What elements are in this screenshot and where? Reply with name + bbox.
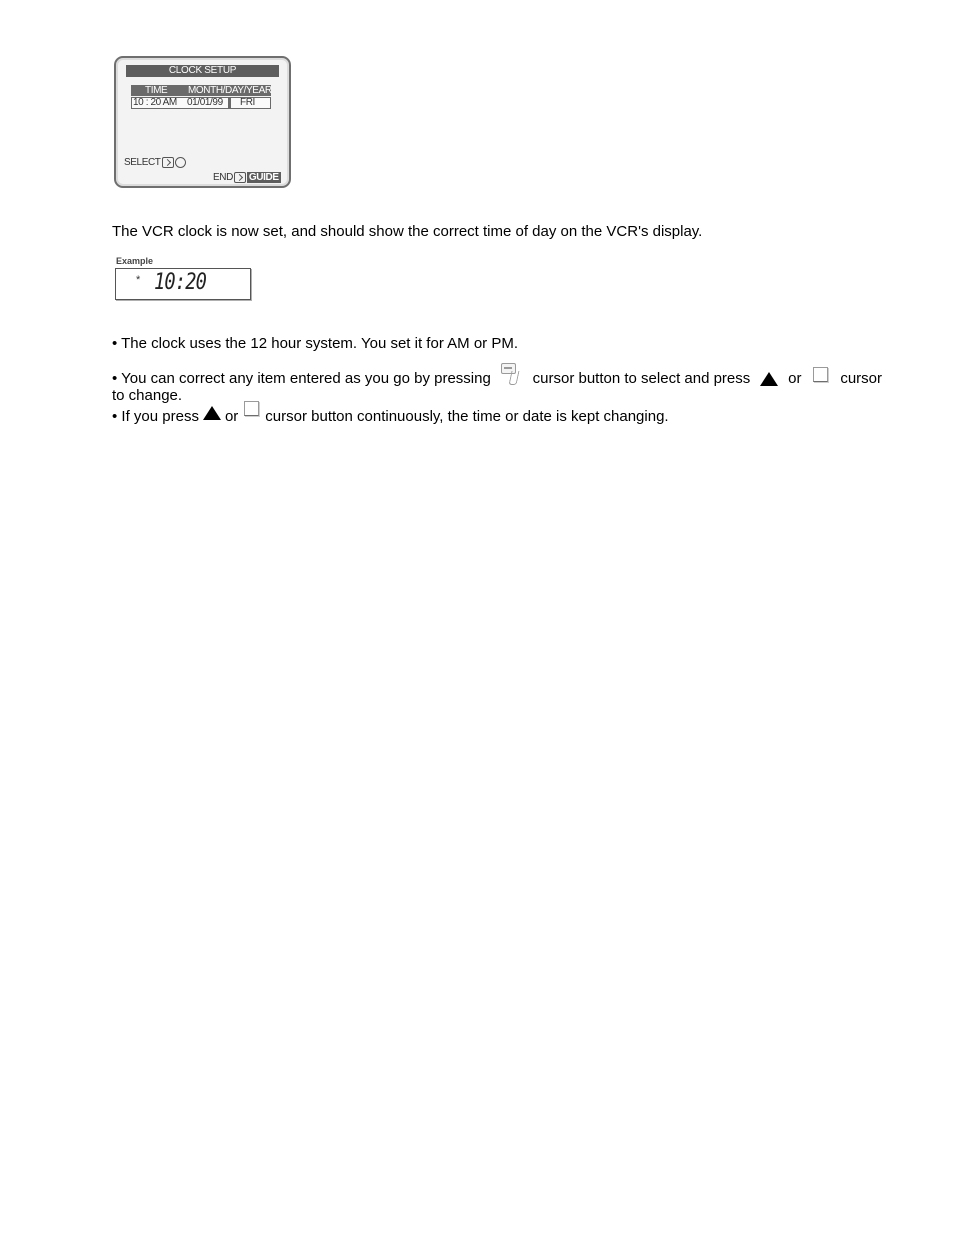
bullet-continuous xyxy=(112,404,669,425)
bullet-correct-item xyxy=(112,362,887,404)
down-cursor-icon xyxy=(244,401,259,416)
osd-title: CLOCK SETUP xyxy=(126,65,279,77)
osd-select-label: SELECT xyxy=(124,157,161,168)
vcr-display-time: 10:20 xyxy=(154,270,207,295)
bullet-correct-or: or xyxy=(788,370,802,387)
osd-guide-label: GUIDE xyxy=(248,172,279,183)
bullet-continuous-or: or xyxy=(224,408,239,425)
bullet-correct-text-d: to change. xyxy=(112,387,183,404)
bullet-12-hour: • The clock uses the 12 hour system. You set it for AM or PM. xyxy=(112,335,518,352)
osd-select-hint xyxy=(124,157,186,168)
example-label: Example xyxy=(116,256,154,266)
osd-header-date: MONTH/DAY/YEAR xyxy=(188,85,272,96)
vcr-display xyxy=(115,268,251,300)
press-icon xyxy=(234,172,246,183)
osd-header-time: TIME xyxy=(145,85,168,96)
menu-hand-icon xyxy=(501,363,521,385)
osd-cursor-mark xyxy=(228,98,231,108)
bullet-correct-text-b: cursor button to select and press xyxy=(532,370,751,387)
bullet-correct-item-line1 xyxy=(112,362,882,387)
clock-setup-screen xyxy=(114,56,291,188)
osd-header-row xyxy=(131,85,271,96)
enter-icon xyxy=(162,157,174,168)
osd-value-time: 10 : 20 AM xyxy=(133,97,177,108)
cursor-arrows-icon xyxy=(175,157,186,168)
osd-end-hint xyxy=(213,172,281,183)
osd-value-row xyxy=(131,97,271,109)
up-triangle-icon xyxy=(203,406,221,420)
vcr-indicator: * xyxy=(136,274,141,286)
down-cursor-icon xyxy=(813,367,828,382)
osd-value-date: 01/01/99 xyxy=(187,97,223,108)
bullet-continuous-text-a: • If you press xyxy=(112,408,199,425)
bullet-correct-text-a: • You can correct any item entered as you go by pressing xyxy=(112,370,491,387)
up-triangle-icon xyxy=(760,372,778,386)
bullet-correct-text-c: cursor xyxy=(840,370,882,387)
osd-value-day: FRI xyxy=(240,97,255,108)
osd-end-label: END xyxy=(213,172,233,183)
bullet-continuous-text-b: cursor button continuously, the time or date is kept changing. xyxy=(265,408,669,425)
intro-paragraph: The VCR clock is now set, and should show the correct time of day on the VCR's display. xyxy=(112,223,703,240)
